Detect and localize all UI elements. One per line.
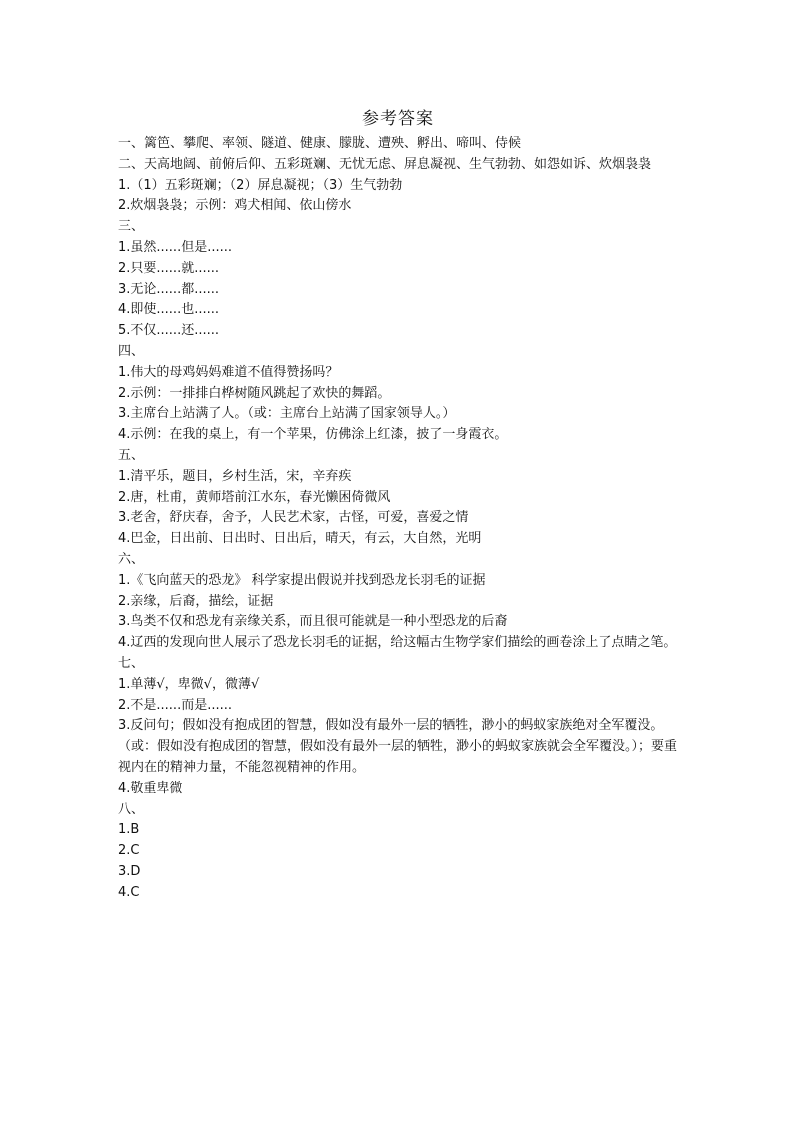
line-26: 1.单薄√，卑微√，微薄√ (118, 676, 260, 692)
line-20: 六、 (118, 551, 145, 567)
line-14: 4.示例：在我的桌上，有一个苹果，仿佛涂上红漆，披了一身霞衣。 (118, 427, 508, 443)
line-23: 3.鸟类不仅和恐龙有亲缘关系，而且很可能就是一种小型恐龙的后裔 (118, 614, 508, 630)
line-5: 1.虽然......但是...... (118, 239, 232, 255)
line-11: 1.伟大的母鸡妈妈难道不值得赞扬吗？ (118, 364, 339, 380)
line-21: 1.《飞向蓝天的恐龙》 科学家提出假说并找到恐龙长羽毛的证据 (118, 572, 486, 588)
page-title: 参考答案 (362, 109, 434, 129)
line-10: 四、 (118, 343, 145, 359)
line-27: 2.不是......而是...... (118, 697, 232, 713)
line-17: 2.唐，杜甫，黄师塔前江水东，春光懒困倚微风 (118, 489, 391, 505)
line-9: 5.不仅......还...... (118, 323, 219, 339)
line-19: 4.巴金，日出前、日出时、日出后，晴天，有云，大自然，光明 (118, 531, 482, 547)
line-16: 1.清平乐，题目，乡村生活，宋，辛弃疾 (118, 468, 352, 484)
line-12: 2.示例：一排排白桦树随风跳起了欢快的舞蹈。 (118, 385, 391, 401)
line-22: 2.亲缘，后裔，描绘，证据 (118, 593, 274, 609)
line-24: 4.辽西的发现向世人展示了恐龙长羽毛的证据，给这幅古生物学家们描绘的画卷涂上了点睛之笔。 (118, 635, 677, 651)
line-8: 4.即使......也...... (118, 302, 219, 318)
line-15: 五、 (118, 447, 145, 463)
line-18: 3.老舍，舒庆春，舍予，人民艺术家，古怪，可爱，喜爱之情 (118, 510, 469, 526)
line-0: 一、篱笆、攀爬、率领、隧道、健康、朦胧、遭殃、孵出、啼叫、侍候 (118, 136, 522, 151)
line-1: 二、天高地阔、前俯后仰、五彩斑斓、无忧无虑、屏息凝视、生气勃勃、如怨如诉、炊烟袅袅 (118, 156, 652, 172)
line-34: 4.C (118, 884, 140, 900)
answer-document (118, 106, 678, 903)
line-6: 2.只要......就...... (118, 260, 219, 276)
line-2: 1.（1）五彩斑斓；（2）屏息凝视；（3）生气勃勃 (118, 177, 403, 193)
line-31: 1.B (118, 822, 140, 838)
line-32: 2.C (118, 843, 140, 859)
line-28: 3.反问句；假如没有抱成团的智慧，假如没有最外一层的牺牲，渺小的蚂蚁家族绝对全军覆没。（或：假如没有抱成团的智慧，假如没有最外一层的牺牲，渺小的蚂蚁家族就会全军覆没。）；要重视内在的精神力量，不能忽视精神的作用。 (118, 718, 678, 775)
line-13: 3.主席台上站满了人。（或：主席台上站满了国家领导人。） (118, 406, 456, 422)
line-30: 八、 (118, 801, 145, 817)
line-25: 七、 (118, 655, 145, 671)
line-29: 4.敬重卑微 (118, 780, 183, 796)
line-7: 3.无论......都...... (118, 281, 219, 297)
line-4: 三、 (118, 219, 145, 235)
line-33: 3.D (118, 863, 141, 879)
line-3: 2.炊烟袅袅；示例：鸡犬相闻、依山傍水 (118, 198, 352, 214)
